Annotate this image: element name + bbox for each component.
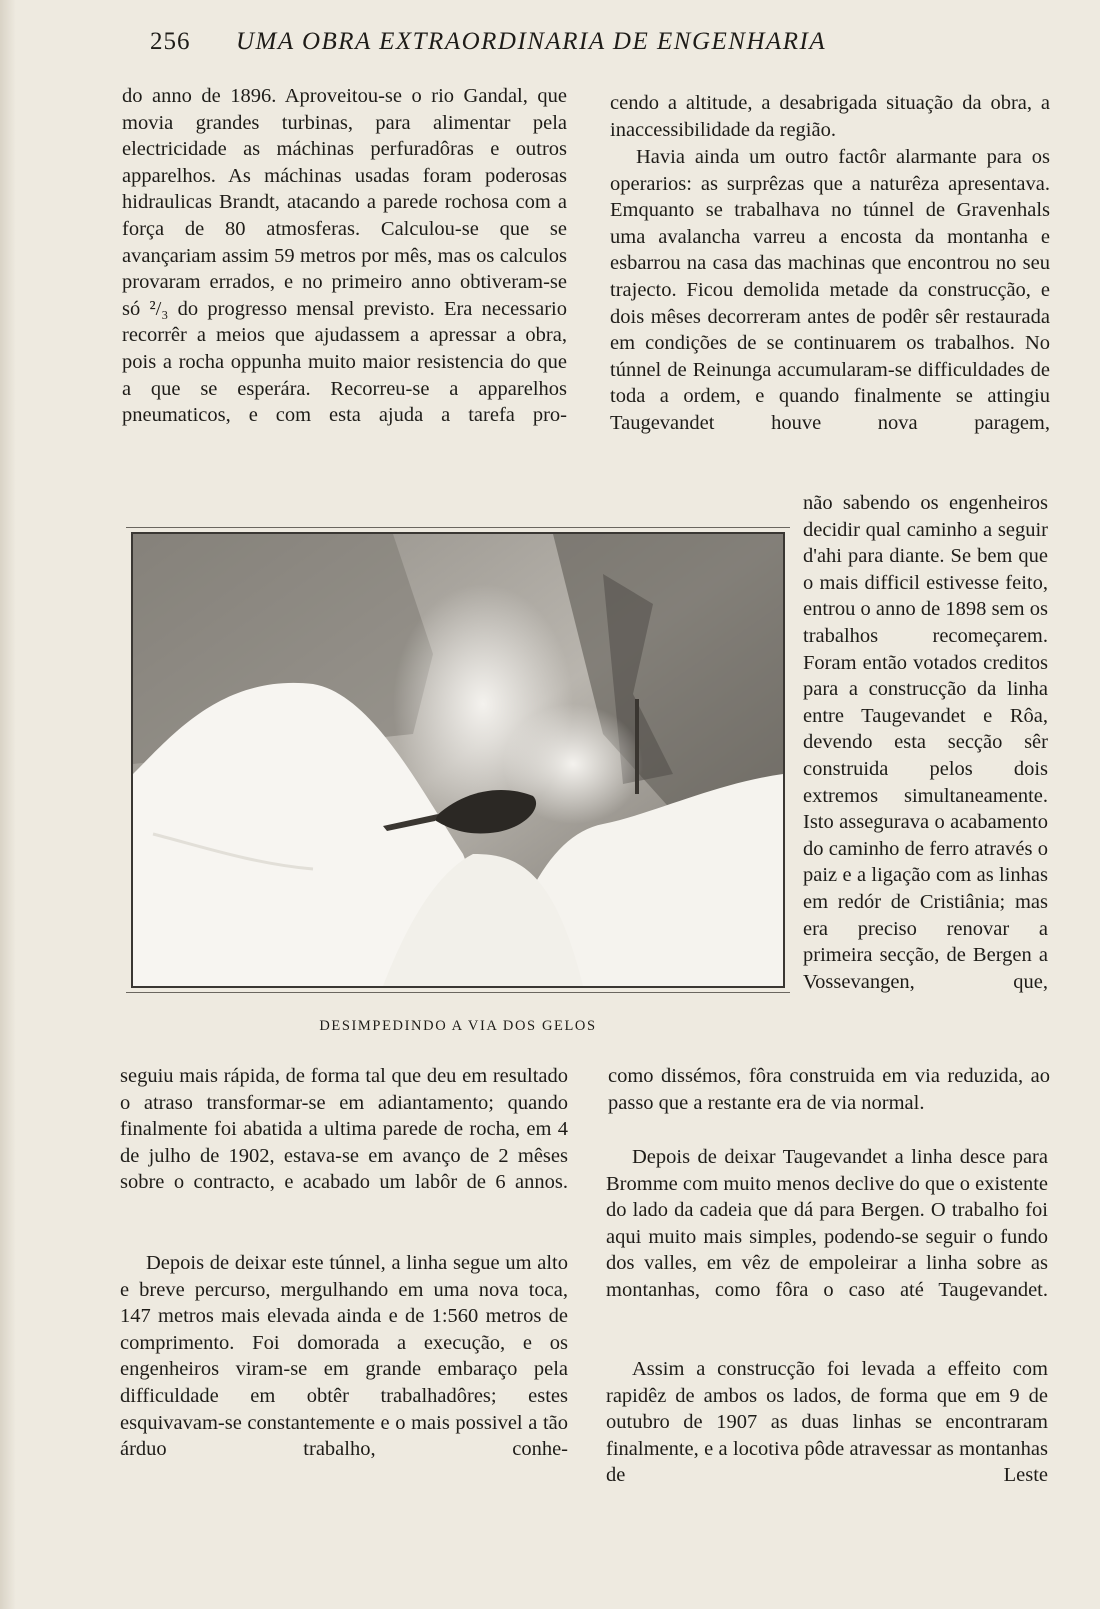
snow-clearing-photo	[131, 532, 785, 988]
right-column-narrow-paragraph: não sabendo os engenheiros decidir qual caminho a seguir d'ahi para diante. Se bem que o mais difficil estivesse feito, entrou o anno de 1898 sem os trabalhos recomeçarem. Foram então votados creditos para a construcção da linha entre Taugevandet e Rôa, devendo esta secção sêr construida pelos dois extremos simultaneamente. Isto assegurava o acabamento do caminho de ferro através o paiz e a ligação com as linhas em redór de Cristiânia; mas era preciso renovar a primeira secção, de Bergen a Vossevangen, que,	[803, 492, 1048, 993]
page-number: 256	[150, 28, 191, 55]
right-column-paragraph-bromme: Depois de deixar Taugevandet a linha desce para Bromme com muito menos declive do que o existente do lado da cadeia que dá para Bergen. O trabalho foi aqui muito mais simples, podendo-se seguir o fundo dos valles, em vêz de empoleirar a linha sobre as montanhas, como fôra o caso até Taugevandet.	[606, 1146, 1048, 1301]
left-column-paragraph-tunnel: Depois de deixar este túnnel, a linha segue um alto e breve percurso, mergulhando em uma nova toca, 147 metros mais elevada ainda e de 1:560 metros de comprimento. Foi domorada a execução, e os engenheiros viram-se em grande embaraço pela difficuldade em obtêr trabalhadôres; estes esquivavam-se constantemente e o mais possivel a tão árduo trabalho, conhe-	[120, 1252, 568, 1461]
page-gutter-shadow	[0, 0, 16, 1609]
right-column-paragraph-avalanche: Havia ainda um outro factôr alarmante para os operarios: as surprêzas que a naturêza apresentava. Emquanto se trabalhava no túnnel de Gravenhals uma avalancha varreu a encosta da montanha e esbarrou na casa das machinas que encontrou no seu trajecto. Ficou demolida metade da construcção, e dois mêses decorreram antes de podêr sêr restaurada em condições de se continuarem os trabalhos. No túnnel de Reinunga accumularam-se difficuldades de toda a ordem, e quando finalmente se attingiu Taugevandet houve nova paragem,	[610, 146, 1050, 434]
snow-scene-illustration	[133, 534, 783, 986]
right-column-paragraph-via: como dissémos, fôra construida em via reduzida, ao passo que a restante era de via normal.	[608, 1065, 1050, 1114]
page-header	[150, 28, 990, 62]
right-column-paragraph-completion: Assim a construcção foi levada a effeito com rapidêz de ambos os lados, de forma que em 9 de outubro de 1907 as duas linhas se encontraram finalmente, e a locotiva pôde atravessar as montanhas de Leste	[606, 1358, 1048, 1487]
left-column-paragraph-continued: seguiu mais rápida, de forma tal que deu em resultado o atraso transformar-se em adiantamento; quando finalmente foi abatida a ultima parede de rocha, em 4 de julho de 1902, estava-se em avanço de 2 mêses sobre o contracto, e acabado um labôr de 6 annos.	[120, 1065, 568, 1194]
right-column-paragraph-continued: cendo a altitude, a desabrigada situação da obra, a inaccessibilidade da região.	[610, 92, 1050, 141]
figure-caption: DESIMPEDINDO A VIA DOS GELOS	[319, 1018, 597, 1034]
running-title: UMA OBRA EXTRAORDINARIA DE ENGENHARIA	[236, 28, 827, 55]
left-column-paragraph-top: do anno de 1896. Aproveitou-se o rio Gandal, que movia grandes turbinas, para alimentar pela electricidade as máchinas perfuradôras e outros apparelhos. As máchinas usadas foram poderosas hidraulicas Brandt, atacando a parede rochosa com a força de 80 atmosferas. Calculou-se que se avançariam assim 59 metros por mês, mas os calculos provaram errados, e no primeiro anno obtiveram-se só ²/₃ do progresso mensal previsto. Era necessario recorrêr a meios que ajudassem a apressar a obra, pois a rocha oppunha muito maior resistencia do que a que se esperára. Recorreu-se a apparelhos pneumaticos, e com esta ajuda a tarefa pro-	[122, 85, 567, 427]
